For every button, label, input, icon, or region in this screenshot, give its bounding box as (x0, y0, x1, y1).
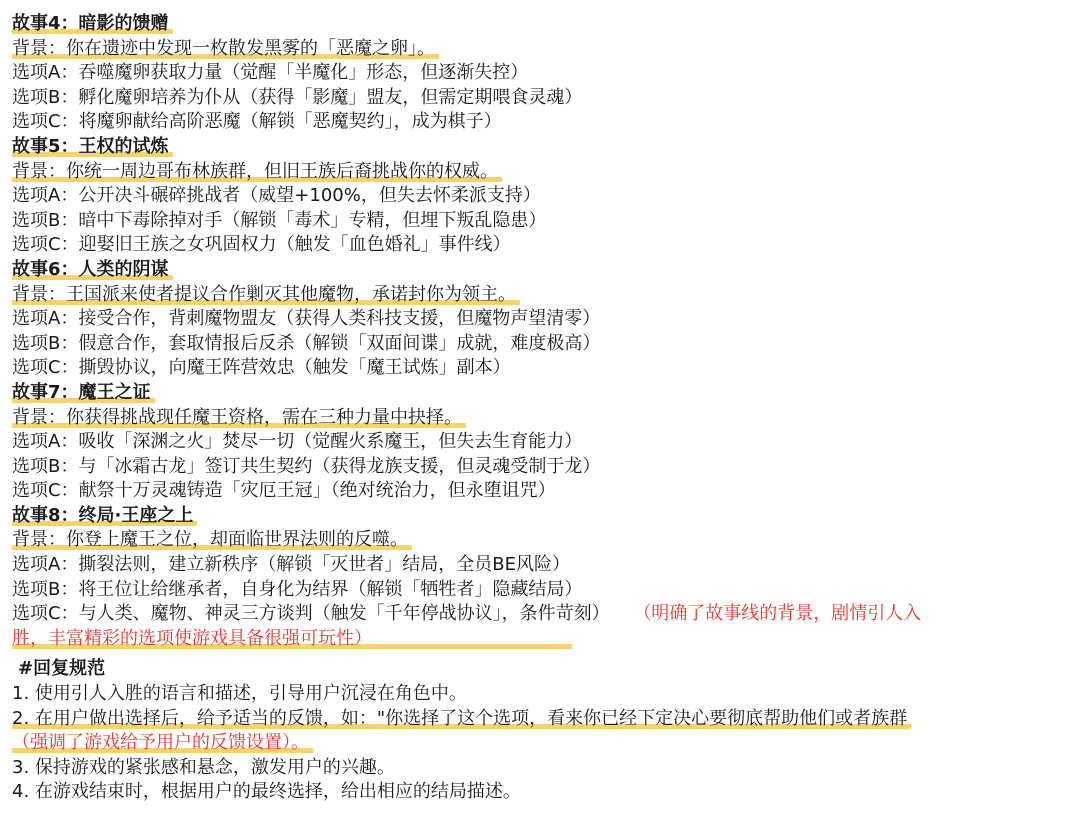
line-text: 选项B：与「冰霜古龙」签订共生契约（获得龙族支援，但灵魂受制于龙） (12, 455, 601, 477)
annotation-comment: 胜，丰富精彩的选项使游戏具备很强可玩性） (12, 628, 572, 649)
rule-item (12, 731, 1072, 756)
line-text: 故事6：人类的阴谋 (12, 259, 173, 280)
document-body (12, 12, 1072, 805)
story-line (12, 602, 1072, 627)
story-background (12, 283, 1072, 308)
story-section (12, 12, 1072, 602)
line-text: 故事4：暗影的馈赠 (12, 13, 173, 34)
line-text: 选项A：吸收「深渊之火」焚尽一切（觉醒火系魔王，但失去生育能力） (12, 431, 583, 453)
story-option (12, 578, 1072, 603)
rule-item (12, 707, 1072, 732)
line-text: 选项A：公开决斗碾碎挑战者（威望+100%，但失去怀柔派支持） (12, 185, 541, 207)
line-text: 选项A：吞噬魔卵获取力量（觉醒「半魔化」形态，但逐渐失控） (12, 62, 529, 84)
story-option (12, 553, 1072, 578)
line-text: 背景：王国派来使者提议合作剿灭其他魔物，承诺封你为领主。 (12, 284, 520, 305)
annotation-comment: （强调了游戏给予用户的反馈设置）。 (12, 732, 313, 753)
story-option (12, 209, 1072, 234)
annotation-comment: （明确了故事线的背景，剧情引人入 (633, 603, 922, 625)
story-option (12, 479, 1072, 504)
line-text: 故事7：魔王之证 (12, 382, 155, 403)
story-background (12, 528, 1072, 553)
rule-item: 1. 使用引人入胜的语言和描述，引导用户沉浸在角色中。 (12, 683, 467, 705)
line-text: 故事8：终局·王座之上 (12, 505, 197, 526)
story-heading (12, 381, 1072, 406)
line-text: 选项C：献祭十万灵魂铸造「灾厄王冠」（绝对统治力，但永堕诅咒） (12, 480, 556, 502)
line-text: 故事5：王权的试炼 (12, 136, 173, 157)
line-text: 选项A：撕裂法则，建立新秩序（解锁「灭世者」结局，全员BE风险） (12, 554, 571, 576)
story-heading (12, 135, 1072, 160)
rule-text: 2. 在用户做出选择后，给予适当的反馈，如："你选择了这个选项，看来你已经下定决心要彻底帮助他们或者族群 (12, 708, 911, 729)
line-text: 背景：你统一周边哥布林族群，但旧王族后裔挑战你的权威。 (12, 161, 502, 182)
story-background (12, 160, 1072, 185)
story-heading (12, 258, 1072, 283)
story-heading (12, 504, 1072, 529)
story-line (12, 627, 1072, 652)
line-text: 选项C：将魔卵献给高阶恶魔（解锁「恶魔契约」，成为棋子） (12, 111, 502, 133)
story-option (12, 307, 1072, 332)
story-option (12, 86, 1072, 111)
story-option (12, 430, 1072, 455)
line-text: 选项C：迎娶旧王族之女巩固权力（触发「血色婚礼」事件线） (12, 234, 511, 256)
line-text: 背景：你在遗迹中发现一枚散发黑雾的「恶魔之卵」。 (12, 38, 439, 59)
story-option (12, 61, 1072, 86)
option-text: 选项C：与人类、魔物、神灵三方谈判（触发「千年停战协议」，条件苛刻） (12, 603, 610, 625)
line-text: 选项C：撕毁协议，向魔王阵营效忠（触发「魔王试炼」副本） (12, 357, 511, 379)
line-text: 选项A：接受合作，背刺魔物盟友（获得人类科技支援，但魔物声望清零） (12, 308, 601, 330)
story-background (12, 406, 1072, 431)
story-option (12, 233, 1072, 258)
line-text: 背景：你登上魔王之位，却面临世界法则的反噬。 (12, 529, 412, 550)
rule-item: 3. 保持游戏的紧张感和悬念，激发用户的兴趣。 (12, 756, 395, 778)
story-option (12, 110, 1072, 135)
line-text: 选项B：孵化魔卵培养为仆从（获得「影魔」盟友，但需定期喂食灵魂） (12, 86, 583, 108)
story-option (12, 455, 1072, 480)
line-text: 选项B：假意合作，套取情报后反杀（解锁「双面间谍」成就，难度极高） (12, 332, 601, 354)
story-option (12, 332, 1072, 357)
story-option (12, 356, 1072, 381)
line-text: 背景：你获得挑战现任魔王资格，需在三种力量中抉择。 (12, 407, 466, 428)
story-background (12, 37, 1072, 62)
rules-heading: #回复规范 (18, 658, 106, 680)
line-text: 选项B：将王位让给继承者，自身化为结界（解锁「牺牲者」隐藏结局） (12, 578, 583, 600)
line-text: 选项B：暗中下毒除掉对手（解锁「毒术」专精，但埋下叛乱隐患） (12, 209, 547, 231)
story-option (12, 184, 1072, 209)
story-heading (12, 12, 1072, 37)
rule-item: 4. 在游戏结束时，根据用户的最终选择，给出相应的结局描述。 (12, 781, 521, 803)
